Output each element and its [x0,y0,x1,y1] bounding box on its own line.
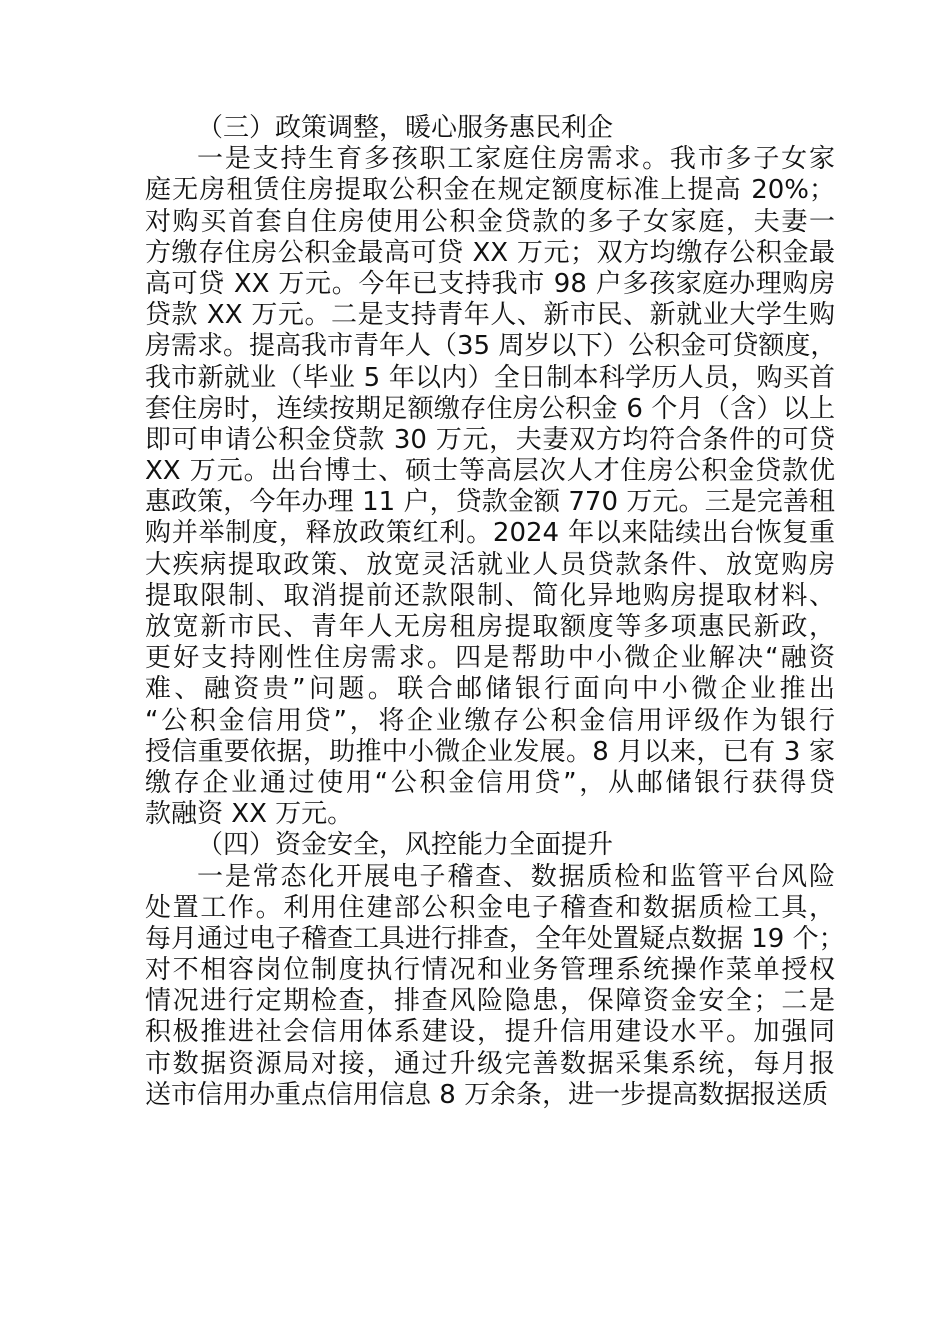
paragraph-line: 房需求。提高我市青年人（35 周岁以下）公积金可贷额度， [145,331,837,362]
paragraph-line: 款融资 XX 万元。 [145,799,354,830]
paragraph-line: 每月通过电子稽查工具进行排查，全年处置疑点数据 19 个； [145,923,845,954]
paragraph-line: 对购买首套自住房使用公积金贷款的多子女家庭，夫妻一 [145,206,835,237]
section-4-heading: （四）资金安全，风控能力全面提升 [197,830,614,861]
paragraph-line: 贷款 XX 万元。二是支持青年人、新市民、新就业大学生购 [145,300,835,331]
paragraph-line: 大疾病提取政策、放宽灵活就业人员贷款条件、放宽购房 [145,549,835,580]
section-4-paragraph [145,861,845,1112]
paragraph-line: 提取限制、取消提前还款限制、简化异地购房提取材料、 [145,580,835,611]
paragraph-line: 我市新就业（毕业 5 年以内）全日制本科学历人员，购买首 [145,362,835,393]
paragraph-line: 一是支持生育多孩职工家庭住房需求。我市多子女家 [197,144,835,175]
paragraph-line: 即可申请公积金贷款 30 万元，夫妻双方均符合条件的可贷 [145,424,835,455]
paragraph-line: “公积金信用贷”，将企业缴存公积金信用评级作为银行 [145,705,835,736]
paragraph-line: 送市信用办重点信用信息 8 万余条，进一步提高数据报送质 [145,1079,829,1110]
section-3-paragraph [145,144,835,830]
paragraph-line: 方缴存住房公积金最高可贷 XX 万元；双方均缴存公积金最 [145,237,835,268]
paragraph-line: 惠政策，今年办理 11 户，贷款金额 770 万元。三是完善租 [145,487,835,518]
paragraph-line: 庭无房租赁住房提取公积金在规定额度标准上提高 20%； [145,175,835,206]
paragraph-line: 市数据资源局对接，通过升级完善数据采集系统，每月报 [145,1048,835,1079]
paragraph-line: 更好支持刚性住房需求。四是帮助中小微企业解决“融资 [145,643,835,674]
paragraph-line: 积极推进社会信用体系建设，提升信用建设水平。加强同 [145,1017,835,1048]
paragraph-line: 授信重要依据，助推中小微企业发展。8 月以来，已有 3 家 [145,736,835,767]
section-3-heading: （三）政策调整，暖心服务惠民利企 [197,113,614,143]
paragraph-line: 缴存企业通过使用“公积金信用贷”，从邮储银行获得贷 [145,767,835,798]
document-body [145,113,845,1111]
paragraph-line: 对不相容岗位制度执行情况和业务管理系统操作菜单授权 [145,955,835,986]
paragraph-line: 放宽新市民、青年人无房租房提取额度等多项惠民新政， [145,612,835,642]
paragraph-line: 处置工作。利用住建部公积金电子稽查和数据质检工具， [145,892,835,923]
paragraph-line: 情况进行定期检查，排查风险隐患，保障资金安全；二是 [145,986,835,1017]
paragraph-line: 套住房时，连续按期足额缴存住房公积金 6 个月（含）以上 [145,393,835,424]
paragraph-line: 购并举制度，释放政策红利。2024 年以来陆续出台恢复重 [145,518,835,549]
paragraph-line: XX 万元。出台博士、硕士等高层次人才住房公积金贷款优 [145,456,835,487]
paragraph-line: 一是常态化开展电子稽查、数据质检和监管平台风险 [197,861,835,892]
paragraph-line: 高可贷 XX 万元。今年已支持我市 98 户多孩家庭办理购房 [145,268,835,299]
paragraph-line: 难、融资贵”问题。联合邮储银行面向中小微企业推出 [145,674,835,705]
